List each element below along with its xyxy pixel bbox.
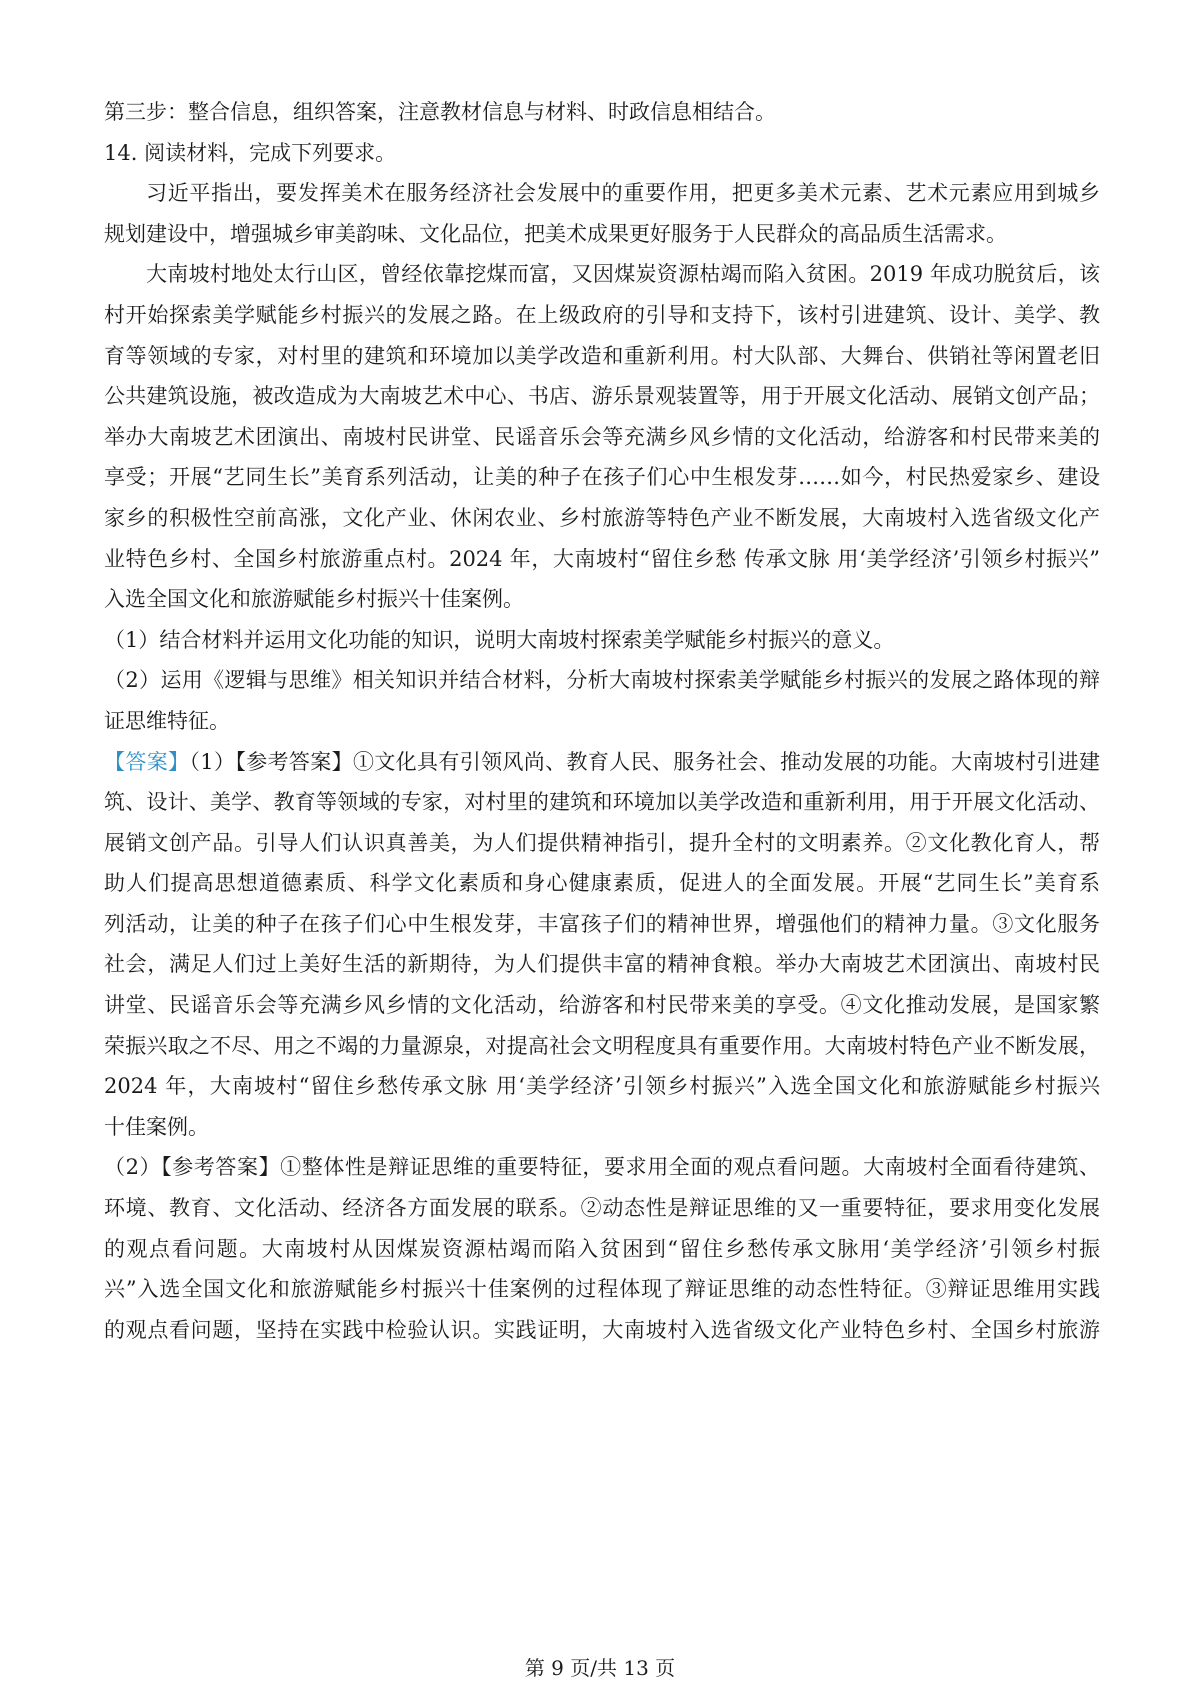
- text-line: [104, 1066, 1100, 1107]
- text-line: [104, 1026, 1100, 1067]
- text-line-content: 2024 年，大南坡村“留住乡愁传承文脉 用‘美学经济’引领乡村振兴”入选全国文化和旅游赋能乡村振兴: [104, 1074, 1100, 1099]
- text-line: [104, 944, 1100, 985]
- answer-tag: 【答案】: [104, 749, 190, 774]
- text-line: [104, 985, 1100, 1026]
- text-line: [104, 1188, 1100, 1229]
- text-line: [104, 1269, 1100, 1310]
- text-line-content: （2）【参考答案】①整体性是辩证思维的重要特征，要求用全面的观点看问题。大南坡村全面看待建筑、: [104, 1155, 1100, 1180]
- text-line: [104, 620, 1100, 661]
- text-line-content: 十佳案例。: [104, 1114, 209, 1139]
- text-line: [104, 376, 1100, 417]
- text-line-content: 讲堂、民谣音乐会等充满乡风乡情的文化活动，给游客和村民带来美的享受。④文化推动发展，是国家繁: [104, 993, 1100, 1018]
- text-line: [104, 701, 1100, 742]
- text-line: [104, 660, 1100, 701]
- text-line: [104, 742, 1100, 783]
- text-line-content: 规划建设中，增强城乡审美韵味、文化品位，把美术成果更好服务于人民群众的高品质生活需求。: [104, 221, 1007, 246]
- text-line-content: 家乡的积极性空前高涨，文化产业、休闲农业、乡村旅游等特色产业不断发展，大南坡村入选省级文化产: [104, 505, 1100, 530]
- text-line-content: 列活动，让美的种子在孩子们心中生根发芽，丰富孩子们的精神世界，增强他们的精神力量。③文化服务: [104, 911, 1100, 936]
- text-line-content: （2）运用《逻辑与思维》相关知识并结合材料，分析大南坡村探索美学赋能乡村振兴的发展之路体现的辩: [104, 668, 1100, 693]
- text-line-content: （1）结合材料并运用文化功能的知识，说明大南坡村探索美学赋能乡村振兴的意义。: [104, 627, 895, 652]
- text-line: [104, 498, 1100, 539]
- text-line: [104, 295, 1100, 336]
- text-line-content: 的观点看问题。大南坡村从因煤炭资源枯竭而陷入贫困到“留住乡愁传承文脉用‘美学经济’引领乡村振: [104, 1236, 1100, 1261]
- text-line-content: 荣振兴取之不尽、用之不竭的力量源泉，对提高社会文明程度具有重要作用。大南坡村特色产业不断发展，: [104, 1033, 1100, 1058]
- text-line: [104, 336, 1100, 377]
- text-line: [104, 133, 1100, 174]
- text-line: [104, 823, 1100, 864]
- text-line-content: （1）【参考答案】①文化具有引领风尚、教育人民、服务社会、推动发展的功能。大南坡村引进建: [189, 749, 1100, 774]
- text-line: [104, 904, 1100, 945]
- text-line-content: 享受；开展“艺同生长”美育系列活动，让美的种子在孩子们心中生根发芽……如今，村民热爱家乡、建设: [104, 465, 1100, 490]
- text-line: [104, 1147, 1100, 1188]
- text-line-content: 环境、教育、文化活动、经济各方面发展的联系。②动态性是辩证思维的又一重要特征，要求用变化发展: [104, 1196, 1100, 1221]
- text-line-content: 入选全国文化和旅游赋能乡村振兴十佳案例。: [104, 587, 524, 612]
- text-line-content: 助人们提高思想道德素质、科学文化素质和身心健康素质，促进人的全面发展。开展“艺同生长”美育系: [104, 871, 1100, 896]
- text-line: [104, 579, 1100, 620]
- text-line: [104, 1310, 1100, 1351]
- text-line-content: 证思维特征。: [104, 708, 230, 733]
- text-line-content: 展销文创产品。引导人们认识真善美，为人们提供精神指引，提升全村的文明素养。②文化教化育人，帮: [104, 830, 1100, 855]
- text-line: [104, 214, 1100, 255]
- text-line: [104, 1229, 1100, 1270]
- text-line: [104, 457, 1100, 498]
- text-line-content: 的观点看问题，坚持在实践中检验认识。实践证明，大南坡村入选省级文化产业特色乡村、全国乡村旅游: [104, 1317, 1100, 1342]
- text-line: [104, 417, 1100, 458]
- text-line-content: 举办大南坡艺术团演出、南坡村民讲堂、民谣音乐会等充满乡风乡情的文化活动，给游客和村民带来美的: [104, 424, 1100, 449]
- text-line: [104, 1107, 1100, 1148]
- text-line: [104, 539, 1100, 580]
- text-line: [104, 863, 1100, 904]
- text-line-content: 育等领域的专家，对村里的建筑和环境加以美学改造和重新利用。村大队部、大舞台、供销社等闲置老旧: [104, 343, 1100, 368]
- document-body: [104, 92, 1100, 1350]
- text-line-content: 村开始探索美学赋能乡村振兴的发展之路。在上级政府的引导和支持下，该村引进建筑、设计、美学、教: [104, 302, 1100, 327]
- text-line-content: 业特色乡村、全国乡村旅游重点村。2024 年，大南坡村“留住乡愁 传承文脉 用‘美学经济’引领乡村振兴”: [104, 546, 1100, 571]
- text-line-content: 大南坡村地处太行山区，曾经依靠挖煤而富，又因煤炭资源枯竭而陷入贫困。2019 年成功脱贫后，该: [146, 262, 1100, 287]
- text-line-content: 筑、设计、美学、教育等领域的专家，对村里的建筑和环境加以美学改造和重新利用，用于开展文化活动、: [104, 790, 1100, 815]
- text-line: [104, 782, 1100, 823]
- text-line: [104, 254, 1100, 295]
- text-line-content: 第三步：整合信息，组织答案，注意教材信息与材料、时政信息相结合。: [104, 100, 776, 124]
- text-line-content: 习近平指出，要发挥美术在服务经济社会发展中的重要作用，把更多美术元素、艺术元素应用到城乡: [146, 181, 1100, 206]
- text-line-content: 14. 阅读材料，完成下列要求。: [104, 140, 397, 165]
- text-line-content: 社会，满足人们过上美好生活的新期待，为人们提供丰富的精神食粮。举办大南坡艺术团演出、南坡村民: [104, 952, 1100, 977]
- page-footer: 第 9 页/共 13 页: [524, 1656, 676, 1680]
- text-line: [104, 173, 1100, 214]
- text-line: [104, 92, 1100, 133]
- text-line-content: 公共建筑设施，被改造成为大南坡艺术中心、书店、游乐景观装置等，用于开展文化活动、展销文创产品；: [104, 384, 1100, 409]
- text-line-content: 兴”入选全国文化和旅游赋能乡村振兴十佳案例的过程体现了辩证思维的动态性特征。③辩证思维用实践: [104, 1277, 1100, 1302]
